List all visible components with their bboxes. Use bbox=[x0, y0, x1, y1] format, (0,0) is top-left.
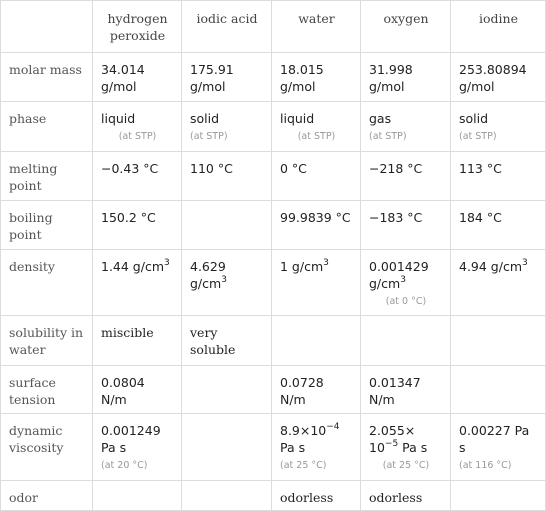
exponent: −5 bbox=[384, 438, 399, 449]
phase-value: solid bbox=[459, 111, 489, 126]
table-row bbox=[1, 53, 546, 102]
exponent: 3 bbox=[323, 257, 329, 268]
table-row bbox=[1, 316, 546, 366]
row-label-phase: phase bbox=[1, 102, 93, 152]
condition-note: (at 20 °C) bbox=[101, 460, 148, 471]
cell-value bbox=[182, 414, 272, 481]
condition-note: (at 25 °C) bbox=[382, 460, 430, 471]
cell-value bbox=[272, 250, 361, 316]
cell-value bbox=[451, 366, 546, 414]
condition-note: (at 0 °C) bbox=[385, 296, 427, 307]
condition-note: (at STP) bbox=[459, 131, 497, 142]
cell-value: −218 °C bbox=[361, 152, 451, 201]
row-label-melting-point: melting point bbox=[1, 152, 93, 201]
phase-value: gas bbox=[369, 111, 392, 126]
cell-value: 99.9839 °C bbox=[272, 201, 361, 250]
condition-note: (at 116 °C) bbox=[459, 460, 512, 471]
cell-value bbox=[272, 316, 361, 366]
cell-value: 113 °C bbox=[451, 152, 546, 201]
row-label-molar-mass: molar mass bbox=[1, 53, 93, 102]
exponent: −4 bbox=[326, 421, 340, 432]
cell-value bbox=[451, 102, 546, 152]
column-header-oxygen: oxygen bbox=[361, 1, 451, 53]
row-label-boiling-point: boiling point bbox=[1, 201, 93, 250]
viscosity-mantissa: 2.055× bbox=[369, 423, 416, 438]
viscosity-unit: Pa s bbox=[402, 440, 428, 455]
cell-value bbox=[361, 316, 451, 366]
cell-value: odorless bbox=[361, 481, 451, 511]
table-row bbox=[1, 201, 546, 250]
row-label-solubility: solubility in water bbox=[1, 316, 93, 366]
cell-value bbox=[451, 414, 546, 481]
condition-note: (at STP) bbox=[297, 131, 336, 142]
table-row bbox=[1, 366, 546, 414]
table-row bbox=[1, 414, 546, 481]
cell-value: odorless bbox=[272, 481, 361, 511]
table-row bbox=[1, 250, 546, 316]
exponent: 3 bbox=[400, 274, 406, 285]
cell-value: 0 °C bbox=[272, 152, 361, 201]
table-row bbox=[1, 152, 546, 201]
cell-value: 31.998 g/mol bbox=[361, 53, 451, 102]
cell-value bbox=[93, 250, 182, 316]
cell-value: 0.0804 N/m bbox=[93, 366, 182, 414]
cell-value bbox=[361, 250, 451, 316]
phase-value: solid bbox=[190, 111, 220, 126]
cell-value bbox=[451, 316, 546, 366]
cell-value: −183 °C bbox=[361, 201, 451, 250]
cell-value bbox=[272, 102, 361, 152]
cell-value bbox=[93, 414, 182, 481]
row-label-surface-tension: surface tension bbox=[1, 366, 93, 414]
table-row bbox=[1, 481, 546, 511]
cell-value bbox=[361, 102, 451, 152]
table-row bbox=[1, 102, 546, 152]
cell-value bbox=[451, 481, 546, 511]
cell-value: 150.2 °C bbox=[93, 201, 182, 250]
exponent: 3 bbox=[221, 274, 227, 285]
header-row bbox=[1, 1, 546, 53]
column-header-water: water bbox=[272, 1, 361, 53]
row-label-density: density bbox=[1, 250, 93, 316]
exponent: 3 bbox=[164, 257, 170, 268]
cell-value bbox=[272, 414, 361, 481]
exponent: 3 bbox=[522, 257, 528, 268]
cell-value: miscible bbox=[93, 316, 182, 366]
cell-value: 253.80894 g/mol bbox=[451, 53, 546, 102]
density-value: 0.001429 g/cm bbox=[369, 259, 429, 291]
cell-value bbox=[182, 201, 272, 250]
phase-value: liquid bbox=[101, 111, 136, 126]
condition-note: (at STP) bbox=[118, 131, 157, 142]
column-header-iodine: iodine bbox=[451, 1, 546, 53]
cell-value bbox=[451, 250, 546, 316]
cell-value bbox=[361, 414, 451, 481]
cell-value bbox=[182, 366, 272, 414]
density-value: 4.629 g/cm bbox=[190, 259, 226, 291]
viscosity-value: 0.001249 Pa s bbox=[101, 423, 161, 455]
phase-value: liquid bbox=[280, 111, 315, 126]
cell-value bbox=[93, 481, 182, 511]
viscosity-unit: Pa s bbox=[280, 440, 306, 455]
row-label-dynamic-viscosity: dynamic viscosity bbox=[1, 414, 93, 481]
column-header-hydrogen-peroxide: hydrogen peroxide bbox=[93, 1, 182, 53]
cell-value: 175.91 g/mol bbox=[182, 53, 272, 102]
cell-value bbox=[182, 481, 272, 511]
condition-note: (at STP) bbox=[369, 131, 407, 142]
cell-value: 0.0728 N/m bbox=[272, 366, 361, 414]
corner-cell bbox=[1, 1, 93, 53]
cell-value bbox=[182, 102, 272, 152]
cell-value: 18.015 g/mol bbox=[272, 53, 361, 102]
row-label-odor: odor bbox=[1, 481, 93, 511]
cell-value bbox=[93, 102, 182, 152]
condition-note: (at 25 °C) bbox=[280, 460, 327, 471]
viscosity-mantissa: 8.9×10 bbox=[280, 423, 327, 438]
cell-value: 184 °C bbox=[451, 201, 546, 250]
cell-value: 0.01347 N/m bbox=[361, 366, 451, 414]
cell-value: very soluble bbox=[182, 316, 272, 366]
density-value: 1.44 g/cm bbox=[101, 259, 165, 274]
condition-note: (at STP) bbox=[190, 131, 228, 142]
density-value: 4.94 g/cm bbox=[459, 259, 523, 274]
density-value: 1 g/cm bbox=[280, 259, 324, 274]
cell-value: 110 °C bbox=[182, 152, 272, 201]
cell-value bbox=[182, 250, 272, 316]
cell-value: −0.43 °C bbox=[93, 152, 182, 201]
viscosity-value: 0.00227 Pa s bbox=[459, 423, 530, 455]
cell-value: 34.014 g/mol bbox=[93, 53, 182, 102]
viscosity-base: 10 bbox=[369, 440, 385, 455]
column-header-iodic-acid: iodic acid bbox=[182, 1, 272, 53]
